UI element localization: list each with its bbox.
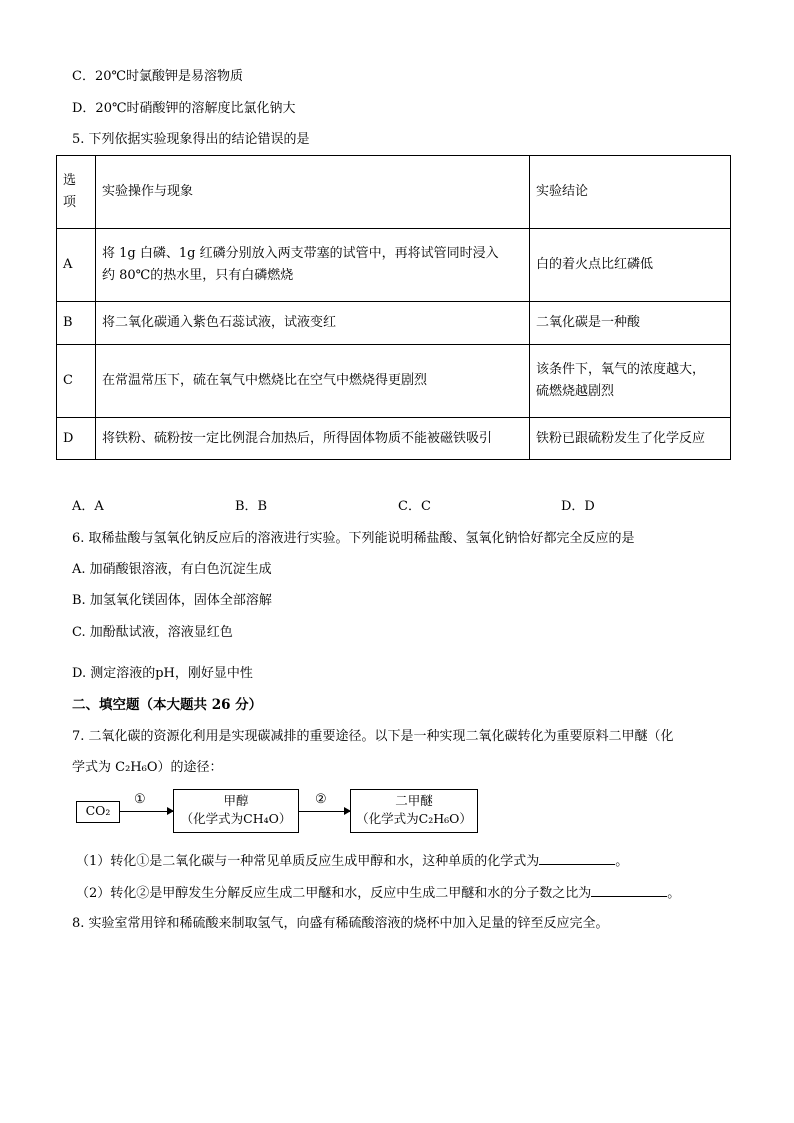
- q5-option-a: A．A: [72, 499, 104, 514]
- q6-option-a: A. 加硝酸银溶液，有白色沉淀生成: [72, 562, 272, 577]
- row-option: D: [57, 418, 96, 460]
- row-conclusion: 该条件下，氧气的浓度越大， 硫燃烧越剧烈: [530, 345, 731, 418]
- dimethyl-ether-formula: （化学式为C₂H₆O）: [356, 811, 472, 826]
- row-option: A: [57, 229, 96, 302]
- q5-option-b: B．B: [235, 499, 268, 514]
- answer-blank-2[interactable]: [591, 884, 667, 897]
- table-header-row: [57, 156, 731, 229]
- row-conclusion: 铁粉已跟硫粉发生了化学反应: [530, 418, 731, 460]
- table-row: [57, 345, 731, 418]
- q6-option-d: D. 测定溶液的pH，刚好显中性: [72, 666, 253, 681]
- experiment-table: [56, 155, 731, 460]
- section-2-heading: 二、填空题（本大题共 26 分）: [72, 697, 263, 713]
- question-8-stem: 8. 实验室常用锌和稀硫酸来制取氢气，向盛有稀硫酸溶液的烧杯中加入足量的锌至反应完全。: [72, 916, 609, 931]
- q6-option-c: C. 加酚酞试液，溶液显红色: [72, 625, 233, 640]
- step-2-label: ②: [315, 792, 327, 807]
- option-c-text: C．20℃时氯酸钾是易溶物质: [72, 69, 244, 84]
- sub-1-end: 。: [615, 854, 629, 869]
- row-operation: 将 1g 白磷、1g 红磷分别放入两支带塞的试管中，再将试管同时浸入 约 80℃的热水里，只有白磷燃烧: [96, 229, 530, 302]
- arrow-step-1: [119, 811, 173, 812]
- question-7-sub-1: [76, 852, 628, 871]
- step-1-label: ①: [134, 792, 146, 807]
- header-operation: 实验操作与现象: [96, 156, 530, 229]
- question-7-stem-line1: 7. 二氧化碳的资源化利用是实现碳减排的重要途径。以下是一种实现二氧化碳转化为重要原料二甲醚（化: [72, 729, 674, 744]
- question-5-stem: 5. 下列依据实验现象得出的结论错误的是: [72, 132, 310, 147]
- row-conclusion: 白的着火点比红磷低: [530, 229, 731, 302]
- row-operation: 在常温常压下，硫在氧气中燃烧比在空气中燃烧得更剧烈: [96, 345, 530, 418]
- option-d-text: D．20℃时硝酸钾的溶解度比氯化钠大: [72, 101, 296, 116]
- methanol-formula: （化学式为CH₄O）: [180, 811, 292, 826]
- q6-option-b: B. 加氢氧化镁固体，固体全部溶解: [72, 593, 272, 608]
- answer-blank-1[interactable]: [539, 852, 615, 865]
- header-conclusion: 实验结论: [530, 156, 731, 229]
- dimethyl-ether-box: [350, 789, 478, 833]
- dimethyl-ether-name: 二甲醚: [395, 793, 433, 808]
- table-row: [57, 302, 731, 345]
- methanol-name: 甲醇: [223, 793, 249, 808]
- row-operation: 将二氧化碳通入紫色石蕊试液，试液变红: [96, 302, 530, 345]
- q5-option-d: D．D: [561, 499, 595, 514]
- row-operation: 将铁粉、硫粉按一定比例混合加热后，所得固体物质不能被磁铁吸引: [96, 418, 530, 460]
- q5-option-c: C．C: [398, 499, 431, 514]
- question-7-stem-line2: 学式为 C₂H₆O）的途径：: [72, 760, 223, 775]
- header-option: 选 项: [57, 156, 96, 229]
- arrow-step-2: [298, 811, 350, 812]
- co2-box: CO₂: [76, 801, 120, 823]
- sub-1-text: （1）转化①是二氧化碳与一种常见单质反应生成甲醇和水，这种单质的化学式为: [76, 854, 540, 869]
- methanol-box: [173, 789, 299, 833]
- question-5-options: [72, 498, 724, 516]
- row-option: B: [57, 302, 96, 345]
- row-conclusion: 二氧化碳是一种酸: [530, 302, 731, 345]
- conversion-flow-diagram: [76, 789, 496, 839]
- table-row: [57, 418, 731, 460]
- sub-2-end: 。: [667, 886, 681, 901]
- question-6-stem: 6. 取稀盐酸与氢氧化钠反应后的溶液进行实验。下列能说明稀盐酸、氢氧化钠恰好都完全反应的是: [72, 531, 635, 546]
- row-option: C: [57, 345, 96, 418]
- sub-2-text: （2）转化②是甲醇发生分解反应生成二甲醚和水，反应中生成二甲醚和水的分子数之比为: [76, 886, 592, 901]
- table-row: [57, 229, 731, 302]
- question-7-sub-2: [76, 884, 680, 903]
